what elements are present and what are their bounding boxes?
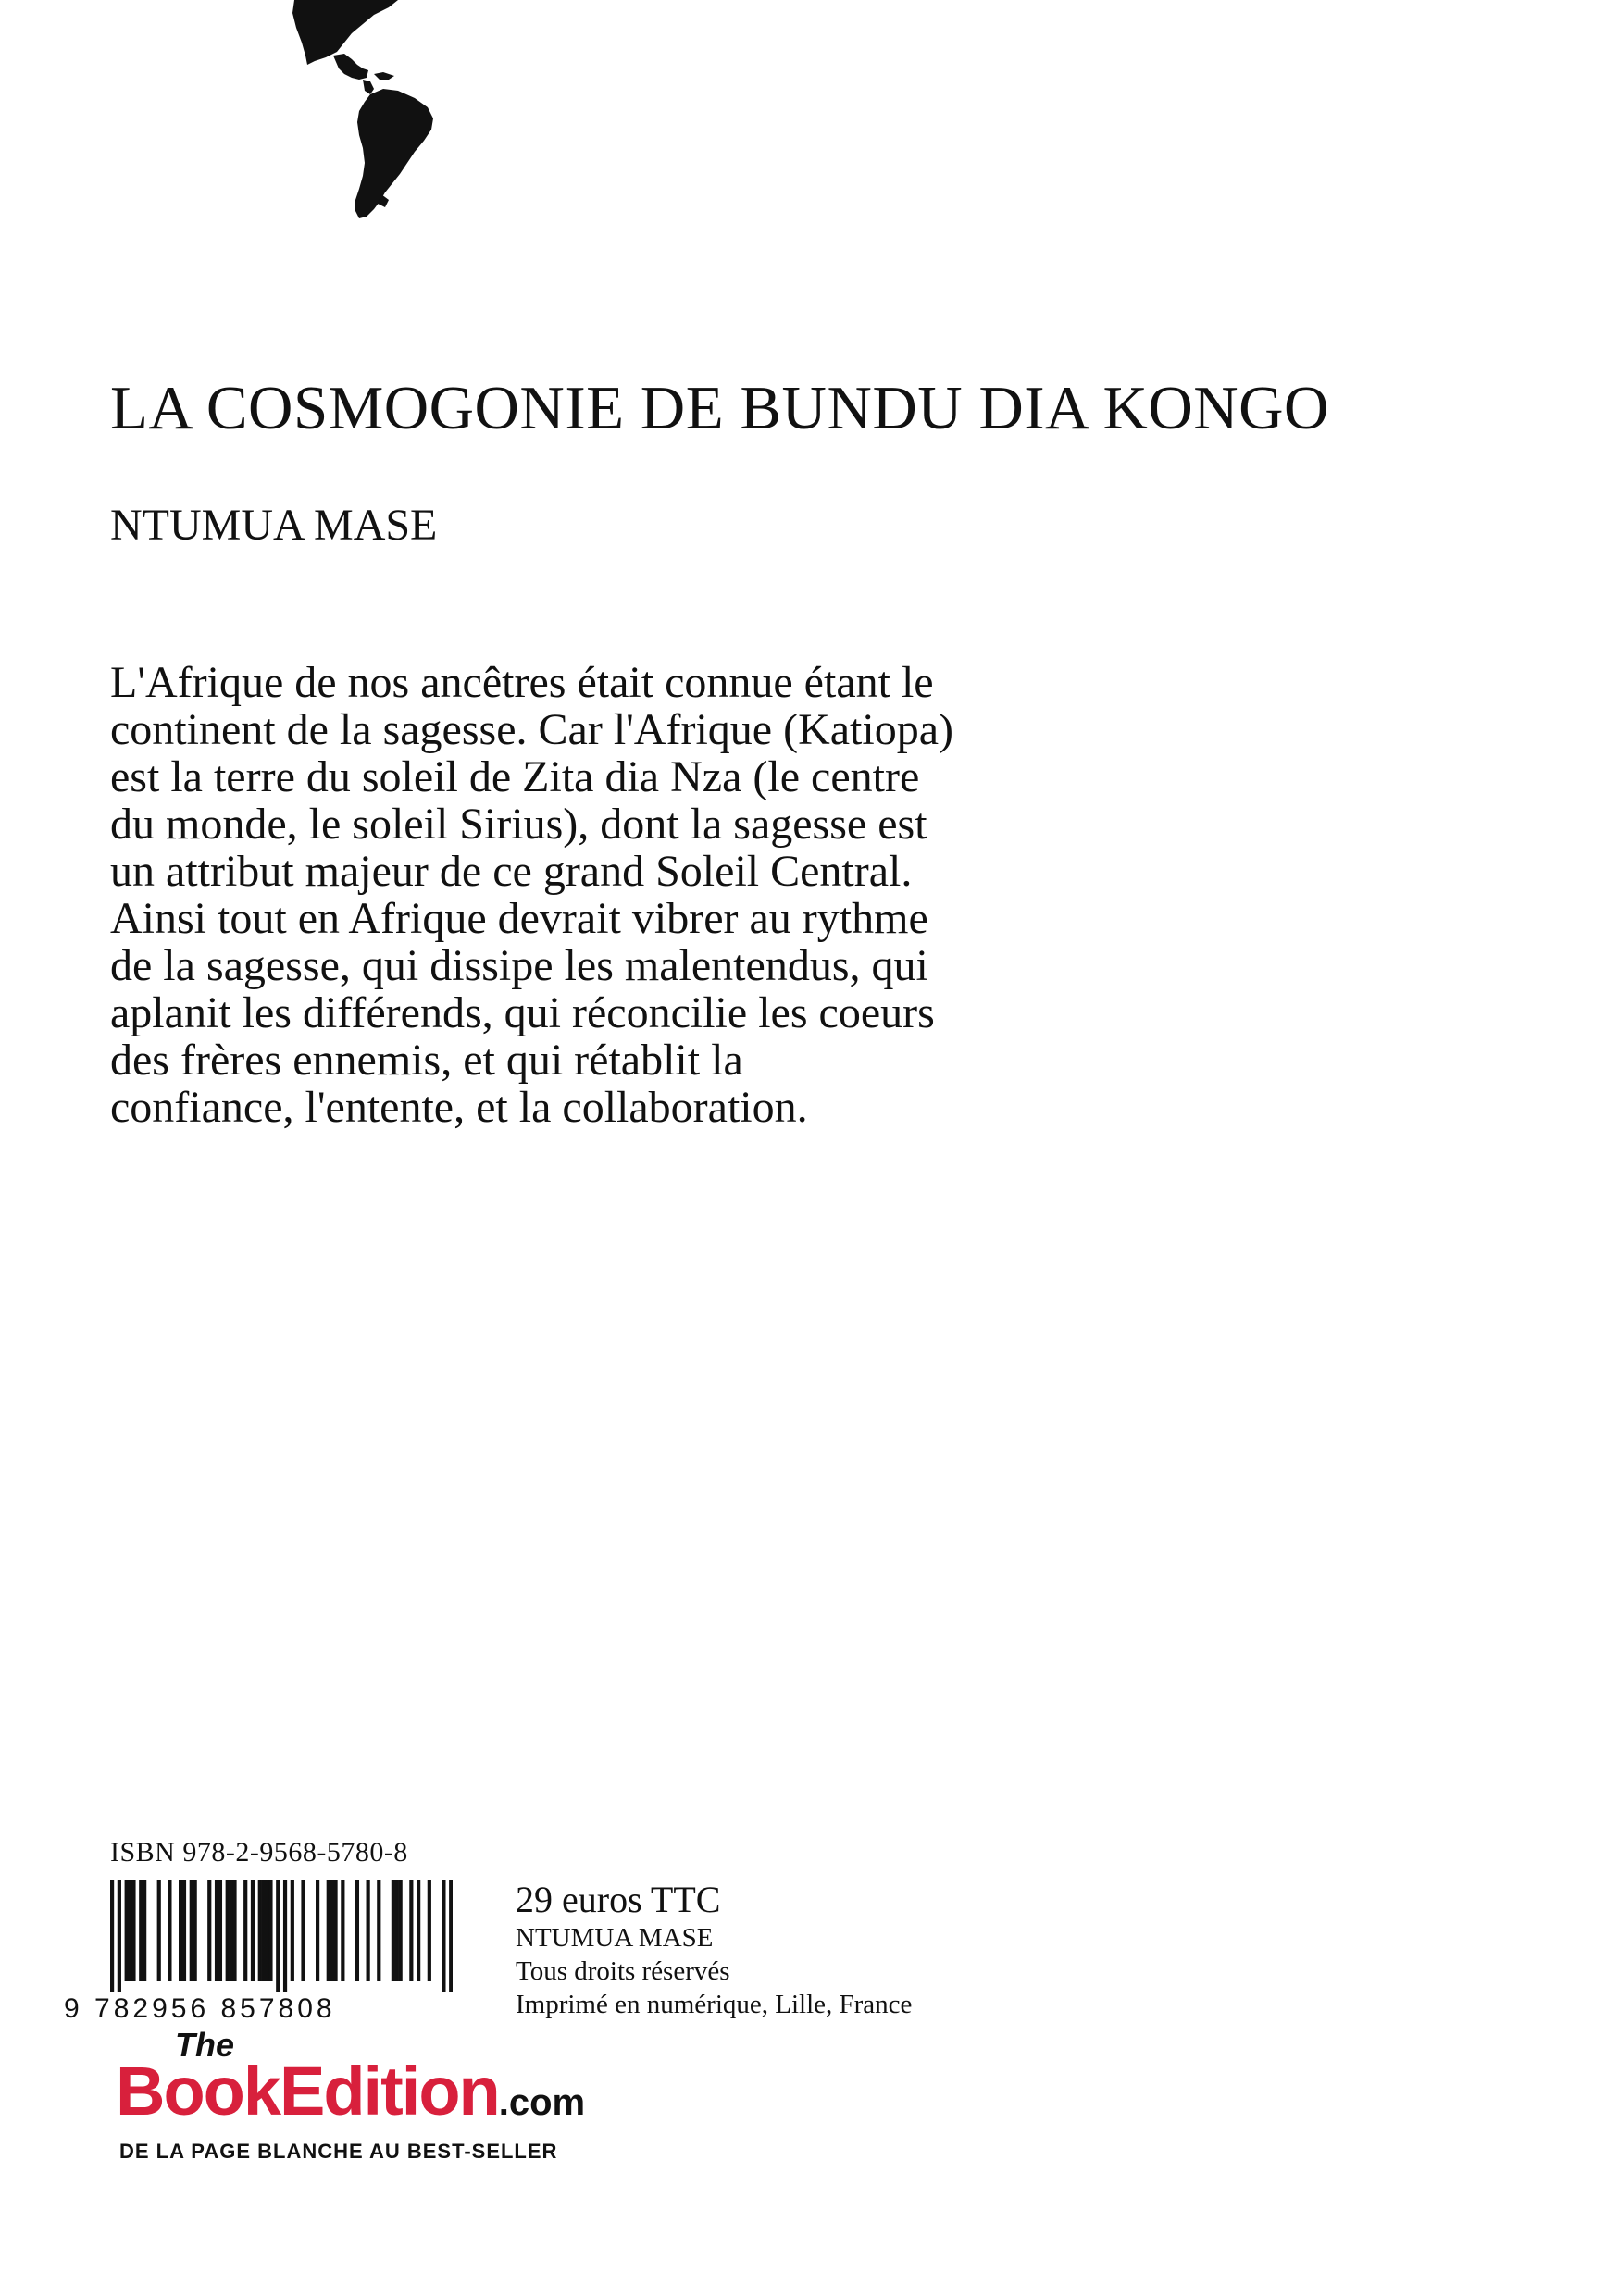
blurb-line: des frères ennemis, et qui rétablit la: [110, 1036, 743, 1085]
bookedition-logo: [116, 2026, 662, 2204]
barcode-bar: [265, 1880, 268, 1981]
barcode-bar: [333, 1880, 337, 1981]
blurb-line: confiance, l'entente, et la collaboration.: [110, 1083, 808, 1132]
barcode-bar: [316, 1880, 319, 1981]
publisher: NTUMUA MASE: [516, 1923, 714, 1953]
blurb-line: continent de la sagesse. Car l'Afrique (Katiopa): [110, 705, 953, 754]
barcode-bar: [327, 1880, 330, 1981]
barcode-bar: [157, 1880, 161, 1981]
blurb-line: de la sagesse, qui dissipe les malentendus, qui: [110, 941, 928, 990]
barcode-bar: [110, 1880, 114, 1992]
blurb-line: du monde, le soleil Sirius), dont la sagesse est: [110, 800, 927, 849]
barcode-bar: [226, 1880, 230, 1981]
americas-map-icon: [0, 0, 648, 241]
blurb-line: aplanit les différends, qui réconcilie les coeurs: [110, 988, 935, 1037]
logo-the: The: [175, 2026, 235, 2064]
blurb-line: est la terre du soleil de Zita dia Nza (le centre: [110, 752, 920, 801]
barcode-bar: [232, 1880, 236, 1981]
rights-notice: Tous droits réservés: [516, 1956, 730, 1986]
barcode-bar: [179, 1880, 182, 1981]
barcode-bar: [193, 1880, 197, 1981]
barcode-bar: [218, 1880, 222, 1981]
barcode-bar: [262, 1880, 266, 1981]
barcode-bar: [258, 1880, 262, 1981]
barcode-digits: 9 782956 857808: [64, 1993, 336, 2024]
barcode-bar: [291, 1880, 294, 1981]
barcode-bar: [283, 1880, 287, 1992]
isbn-block: [64, 1837, 462, 2024]
barcode-bar: [301, 1880, 305, 1981]
print-location: Imprimé en numérique, Lille, France: [516, 1990, 913, 2019]
blurb-line: L'Afrique de nos ancêtres était connue étant le: [110, 658, 934, 707]
barcode-bar: [268, 1880, 272, 1981]
barcode: [110, 1880, 453, 1992]
barcode-bar: [276, 1880, 280, 1992]
barcode-bar: [168, 1880, 171, 1981]
barcode-bar: [428, 1880, 431, 1981]
barcode-bar: [367, 1880, 370, 1981]
logo-dotcom: .com: [498, 2082, 586, 2123]
barcode-bar: [392, 1880, 395, 1981]
blurb-line: un attribut majeur de ce grand Soleil Central.: [110, 847, 913, 896]
logo-tagline: DE LA PAGE BLANCHE AU BEST-SELLER: [119, 2140, 558, 2163]
barcode-bar: [128, 1880, 131, 1981]
barcode-bar: [118, 1880, 121, 1992]
logo-wordmark: [116, 2054, 585, 2140]
barcode-bar: [377, 1880, 380, 1981]
barcode-bar: [230, 1880, 233, 1981]
imprint-block: [516, 1879, 912, 2021]
barcode-bar: [243, 1880, 247, 1981]
barcode-bar: [409, 1880, 413, 1981]
barcode-bar: [131, 1880, 135, 1981]
barcode-bar: [182, 1880, 186, 1981]
author-name: NTUMUA MASE: [110, 501, 438, 550]
barcode-bar: [143, 1880, 146, 1981]
barcode-bar: [395, 1880, 399, 1981]
barcode-bar: [355, 1880, 359, 1981]
price: 29 euros TTC: [516, 1879, 721, 1920]
back-cover-blurb: [110, 659, 1276, 1131]
book-title: LA COSMOGONIE DE BUNDU DIA KONGO: [110, 374, 1329, 442]
barcode-bar: [330, 1880, 334, 1981]
barcode-bar: [125, 1880, 129, 1981]
logo-word: BookEdition: [116, 2053, 499, 2129]
barcode-bar: [190, 1880, 193, 1981]
barcode-bar: [341, 1880, 344, 1981]
barcode-bar: [449, 1880, 453, 1992]
barcode-bar: [442, 1880, 445, 1992]
barcode-bar: [417, 1880, 420, 1981]
barcode-bar: [139, 1880, 143, 1981]
barcode-bar: [215, 1880, 218, 1981]
barcode-bar: [207, 1880, 211, 1981]
barcode-bar: [399, 1880, 403, 1981]
isbn-label: ISBN 978-2-9568-5780-8: [110, 1837, 408, 1868]
barcode-bar: [251, 1880, 255, 1981]
blurb-line: Ainsi tout en Afrique devrait vibrer au rythme: [110, 894, 928, 943]
